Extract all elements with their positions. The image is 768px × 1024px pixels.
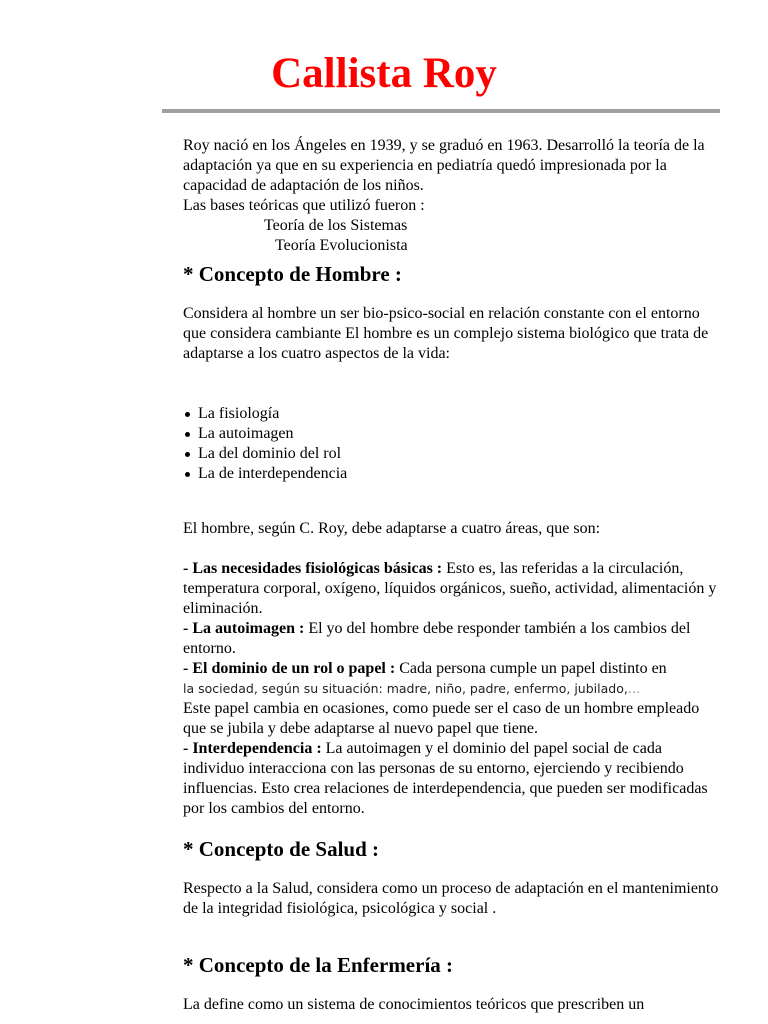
area-term: - Interdependencia : [183,740,322,757]
area-text-sans: la sociedad, según su situación: madre, niño, padre, enfermo, jubilado, [183,681,628,696]
document-body [183,136,723,1015]
heading-hombre: * Concepto de Hombre : [183,262,402,286]
area-term: - El dominio de un rol o papel : [183,660,396,677]
list-item: La de interdependencia [198,464,723,484]
enfermeria-paragraph: La define como un sistema de conocimientos teóricos que prescriben un [183,996,645,1013]
area-fisiologicas [183,559,723,619]
heading-salud: * Concepto de Salud : [183,837,380,861]
list-item: La autoimagen [198,424,723,444]
area-term: - La autoimagen : [183,620,305,637]
hombre-paragraph: Considera al hombre un ser bio-psico-social en relación constante con el entorno que considera cambiante El hombre es un complejo sistema biológico que trata de adaptarse a los cuatro aspectos de la vida: [183,305,709,362]
area-text: La autoimagen y el dominio del papel social de cada individuo interacciona con las personas de su entorno, ejerciendo y recibiendo influencias. Esto crea relaciones de interdependencia, que pueden ser modificadas por los cambios del entorno. [183,740,708,817]
heading-enfermeria: * Concepto de la Enfermería : [183,953,454,977]
area-text: El yo del hombre debe responder también a los cambios del entorno. [183,620,691,657]
area-autoimagen [183,619,723,659]
area-text: Este papel cambia en ocasiones, como puede ser el caso de un hombre empleado que se jubila y debe adaptarse al nuevo papel que tiene. [183,700,700,737]
list-item: La fisiología [198,404,723,424]
salud-paragraph: Respecto a la Salud, considera como un proceso de adaptación en el mantenimiento de la integridad fisiológica, psicológica y social . [183,880,719,917]
areas-intro: El hombre, según C. Roy, debe adaptarse a cuatro áreas, que son: [183,520,601,537]
area-text: Esto es, las referidas a la circulación, temperatura corporal, oxígeno, líquidos orgánicos, sueño, actividad, alimentación y eliminación. [183,560,717,617]
title-divider [162,109,720,113]
page-title: Callista Roy [271,50,497,97]
intro-bases-line: Las bases teóricas que utilizó fueron : [183,197,425,214]
theory-systems: Teoría de los Sistemas [264,217,408,234]
area-rol [183,659,723,739]
area-text: Cada persona cumple un papel distinto en [395,660,667,677]
area-interdependencia [183,739,723,819]
ellipsis: … [627,681,641,696]
aspects-list [183,404,723,484]
intro-paragraph: Roy nació en los Ángeles en 1939, y se graduó en 1963. Desarrolló la teoría de la adaptación ya que en su experiencia en pediatría quedó impresionada por la capacidad de adaptación de los niños. [183,137,705,194]
theory-evolution: Teoría Evolucionista [275,237,408,254]
list-item: La del dominio del rol [198,444,723,464]
area-term: - Las necesidades fisiológicas básicas : [183,560,443,577]
